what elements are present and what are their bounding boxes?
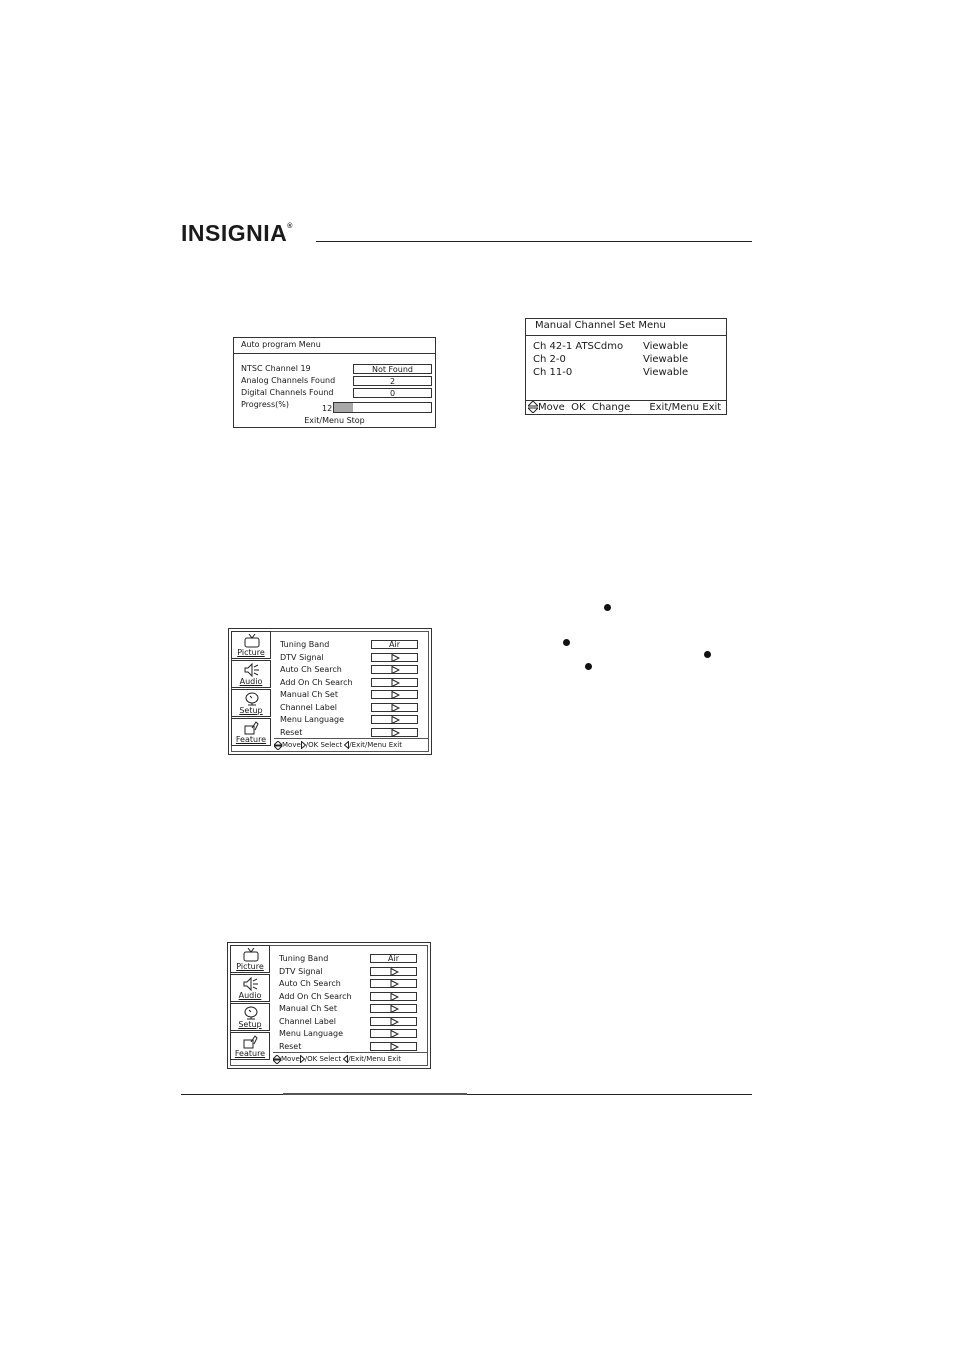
- arrow-right-icon: [391, 691, 400, 699]
- analog-channels-row: Analog Channels Found: [241, 376, 336, 385]
- setup-item-label: DTV Signal: [280, 652, 324, 662]
- channel-status: Viewable: [643, 367, 689, 378]
- setup-item-label: Reset: [280, 727, 303, 737]
- progress-value: 12: [322, 404, 333, 413]
- tab-label: Picture: [237, 648, 265, 657]
- tab-label: Feature: [234, 1049, 266, 1058]
- arrow-right-icon: [391, 666, 400, 674]
- setup-item[interactable]: [280, 689, 430, 700]
- digital-channels-value: 0: [353, 388, 432, 398]
- arrow-right-icon: [391, 679, 400, 687]
- tab-audio[interactable]: [231, 660, 271, 688]
- setup-item[interactable]: [279, 953, 429, 964]
- setup-menu-footer: Move /OK Select /Exit/Menu Exit: [273, 1052, 428, 1065]
- setup-item[interactable]: [279, 1041, 429, 1052]
- channel-row: [533, 353, 723, 366]
- tab-label: Picture: [236, 962, 264, 971]
- bullet-marker: [563, 639, 570, 646]
- arrow-right-icon: [390, 1043, 399, 1051]
- setup-item-value: [371, 653, 418, 662]
- tab-label: Feature: [235, 735, 267, 744]
- hand-pointer-icon: [243, 1035, 259, 1049]
- ntsc-channel-value: Not Found: [353, 364, 432, 374]
- setup-item[interactable]: [280, 727, 430, 738]
- setup-item-label: Menu Language: [280, 715, 344, 724]
- setup-menu: [228, 628, 432, 755]
- channel-name: Ch 42-1 ATSCdmo: [533, 341, 624, 352]
- insignia-logo: INSIGNIA®: [181, 220, 293, 246]
- arrow-right-icon: [390, 1005, 399, 1013]
- arrow-right-icon: [390, 1018, 399, 1026]
- setup-menu-footer: Move /OK Select /Exit/Menu Exit: [274, 738, 429, 751]
- setup-item-label: Manual Ch Set: [280, 690, 338, 699]
- tv-icon: [244, 634, 260, 648]
- up-down-arrow-icon: [273, 1055, 281, 1064]
- setup-item-value: [370, 992, 417, 1001]
- setup-item-value: [371, 728, 418, 737]
- arrow-right-icon: [390, 968, 399, 976]
- setup-item-value: [371, 715, 418, 724]
- tab-feature[interactable]: [230, 1032, 270, 1060]
- manual-channel-menu: [525, 318, 727, 415]
- setup-item-label: Manual Ch Set: [279, 1004, 337, 1013]
- setup-item-value: [370, 1004, 417, 1013]
- arrow-right-icon: [390, 980, 399, 988]
- up-down-arrow-icon: [528, 401, 538, 413]
- channel-row: [533, 340, 723, 353]
- bullet-marker: [604, 604, 611, 611]
- setup-item[interactable]: [279, 1003, 429, 1014]
- ntsc-channel-row: NTSC Channel 19: [241, 364, 311, 373]
- satellite-dish-icon: [243, 1006, 259, 1020]
- setup-item-value: Air: [371, 640, 418, 649]
- setup-item-label: Add On Ch Search: [280, 677, 353, 687]
- speaker-icon: [244, 663, 260, 677]
- tab-feature[interactable]: [231, 718, 271, 746]
- up-down-arrow-icon: [274, 741, 282, 750]
- manual-channel-footer: Move OK Change Exit/Menu Exit: [526, 400, 726, 415]
- setup-item-value: [370, 967, 417, 976]
- setup-item-label: Reset: [279, 1041, 302, 1051]
- analog-channels-value: 2: [353, 376, 432, 386]
- manual-channel-title: Manual Channel Set Menu: [526, 319, 726, 336]
- tab-setup[interactable]: [230, 1003, 270, 1031]
- setup-item-value: [371, 665, 418, 674]
- footer-rule-accent: [283, 1093, 467, 1095]
- setup-item-value: [370, 1042, 417, 1051]
- bullet-marker: [585, 663, 592, 670]
- setup-item-label: Auto Ch Search: [280, 665, 342, 674]
- setup-item[interactable]: [280, 639, 430, 650]
- setup-item-value: [370, 1017, 417, 1026]
- setup-item-value: [370, 979, 417, 988]
- tab-picture[interactable]: [231, 631, 271, 659]
- header-rule: [316, 241, 752, 242]
- hand-pointer-icon: [244, 721, 260, 735]
- tab-label: Setup: [238, 1020, 262, 1029]
- bullet-marker: [704, 651, 711, 658]
- setup-item[interactable]: [280, 652, 430, 663]
- channel-name: Ch 11-0: [533, 367, 573, 378]
- setup-item[interactable]: [279, 1016, 429, 1027]
- speaker-icon: [243, 977, 259, 991]
- setup-menu: [227, 942, 431, 1069]
- channel-status: Viewable: [643, 341, 689, 352]
- setup-item-value: [371, 703, 418, 712]
- setup-item[interactable]: [279, 966, 429, 977]
- channel-row: [533, 366, 723, 379]
- setup-item[interactable]: [279, 978, 429, 989]
- arrow-right-icon: [391, 716, 400, 724]
- progress-bar-fill: [334, 403, 353, 412]
- satellite-dish-icon: [244, 692, 260, 706]
- setup-item[interactable]: [280, 664, 430, 675]
- arrow-right-icon: [390, 993, 399, 1001]
- auto-program-title: Auto program Menu: [234, 338, 435, 354]
- setup-item-label: Add On Ch Search: [279, 991, 352, 1001]
- setup-item-value: Air: [370, 954, 417, 963]
- tab-picture[interactable]: [230, 945, 270, 973]
- setup-item-label: Channel Label: [280, 702, 337, 712]
- arrow-right-icon: [391, 729, 400, 737]
- channel-name: Ch 2-0: [533, 354, 566, 365]
- tab-label: Setup: [239, 706, 263, 715]
- arrow-right-icon: [390, 1030, 399, 1038]
- setup-item-value: [370, 1029, 417, 1038]
- setup-item[interactable]: [280, 714, 430, 725]
- arrow-right-icon: [391, 704, 400, 712]
- auto-program-footer: Exit/Menu Stop: [304, 416, 365, 425]
- setup-item-value: [371, 678, 418, 687]
- setup-item[interactable]: [279, 991, 429, 1002]
- progress-bar: [333, 402, 432, 413]
- tab-setup[interactable]: [231, 689, 271, 717]
- channel-status: Viewable: [643, 354, 689, 365]
- tv-icon: [243, 948, 259, 962]
- progress-label: Progress(%): [241, 400, 289, 409]
- tab-label: Audio: [238, 991, 262, 1000]
- setup-item[interactable]: [280, 677, 430, 688]
- digital-channels-row: Digital Channels Found: [241, 388, 334, 397]
- setup-item-value: [371, 690, 418, 699]
- setup-item[interactable]: [280, 702, 430, 713]
- setup-item-label: Menu Language: [279, 1029, 343, 1038]
- setup-item-label: Auto Ch Search: [279, 979, 341, 988]
- arrow-right-icon: [391, 654, 400, 662]
- setup-item-label: DTV Signal: [279, 966, 323, 976]
- setup-item-label: Tuning Band: [279, 954, 329, 963]
- tab-audio[interactable]: [230, 974, 270, 1002]
- setup-item[interactable]: [279, 1028, 429, 1039]
- setup-item-label: Channel Label: [279, 1016, 336, 1026]
- auto-program-menu: [233, 337, 436, 428]
- setup-item-label: Tuning Band: [280, 640, 330, 649]
- tab-label: Audio: [239, 677, 263, 686]
